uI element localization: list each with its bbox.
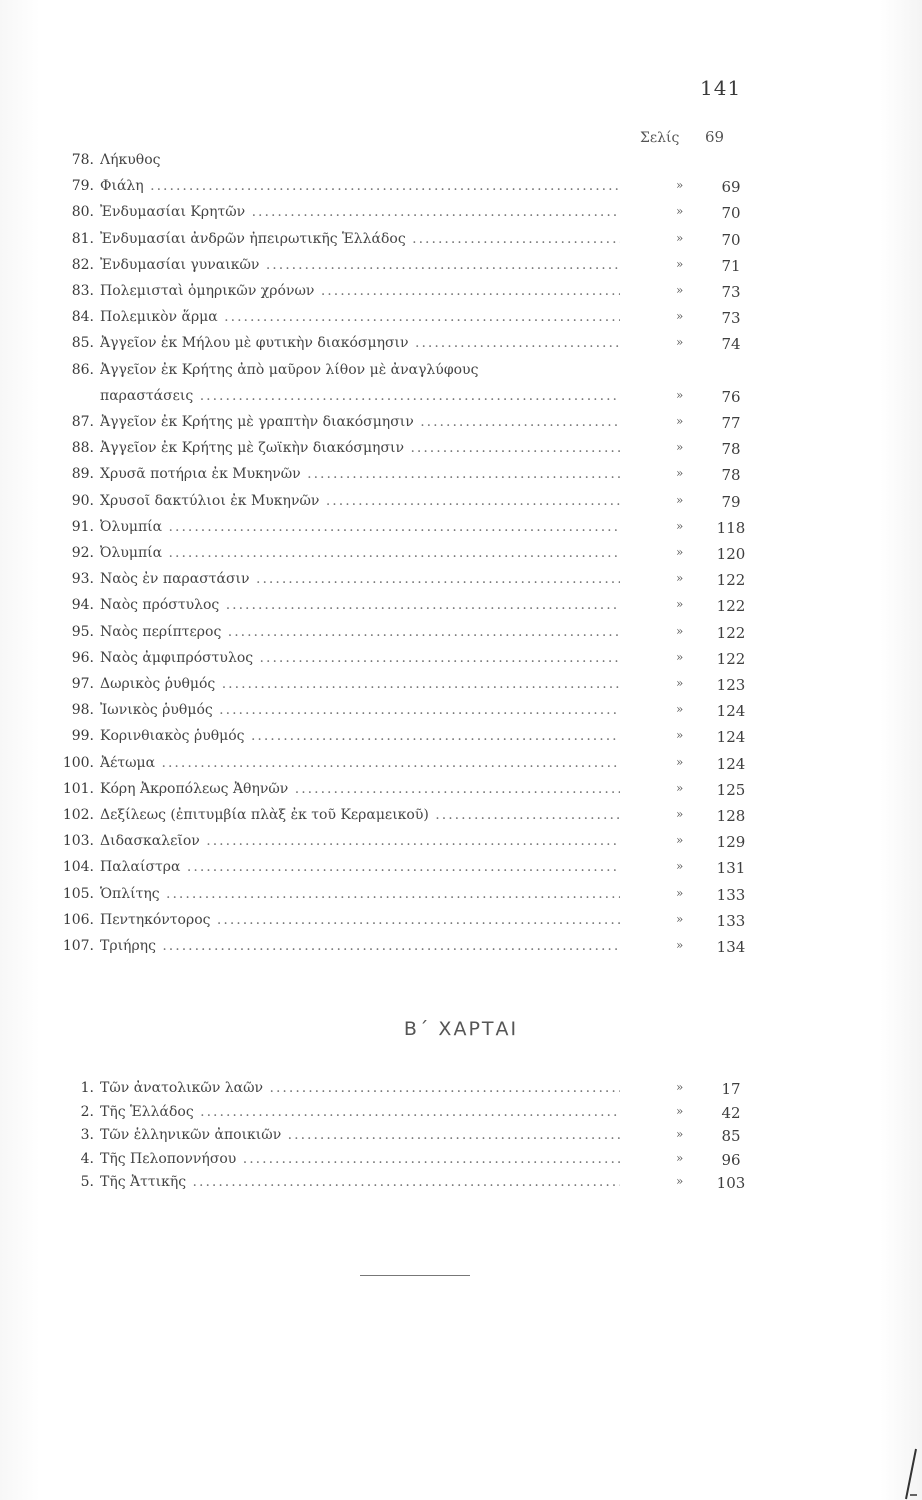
figure-entry-title: Πεντηκόντορος ..... [100,912,620,928]
closing-rule [360,1275,470,1276]
figure-entry-ditto-mark: » [676,649,684,664]
figure-entry-number: 96. [71,649,94,666]
figure-entry-page: 77 [721,414,741,432]
figure-entry-number: 83. [71,283,94,299]
figure-entry-number: 90. [71,492,94,509]
figure-entry-ditto-mark: » [676,387,684,402]
figure-entry-ditto-mark: » [676,885,684,900]
figure-entry-page: 134 [716,938,746,956]
map-entry-page: 42 [721,1103,741,1122]
figure-entry-page: 120 [716,545,746,563]
figure-entry-number: 93. [71,571,94,588]
figure-entry-title: Πολεμικὸν ἅρμα ..... [100,309,620,325]
figure-entry-page: 122 [716,597,746,616]
figure-entry [0,597,922,621]
figure-entry-title: Ναὸς ἐν παραστάσιν ..... [100,571,620,587]
figure-entry-title: Ἰωνικὸς ῥυθμός ..... [100,702,620,718]
figure-entry-ditto-mark: » [676,938,684,952]
figure-entry-page: 122 [716,571,746,590]
figure-entry-ditto-mark: » [676,492,684,507]
corner-mark [904,1445,918,1500]
column-heading: Σελίς [640,130,680,146]
figure-entry-page: 70 [721,230,741,249]
figure-entry-ditto-mark: » [676,204,684,219]
figure-entry-number: 92. [71,545,94,561]
figure-entry [0,414,922,438]
figure-entry-number: 102. [62,807,94,823]
map-entry-ditto-mark: » [676,1127,684,1141]
figure-entry [0,833,922,857]
figure-entry-ditto-mark: » [676,780,684,795]
figure-entry-title: Ἀγγεῖον ἐκ Κρήτης μὲ γραπτὴν διακόσμησιν ..... [100,414,620,430]
column-heading-page: 69 [705,128,725,146]
map-entry-page: 103 [716,1174,746,1192]
figure-entry-ditto-mark: » [676,230,684,245]
map-entry-number: 1. [80,1080,94,1096]
figure-entry-page: 79 [721,492,741,511]
figure-entry-page: 122 [716,649,746,668]
figure-entry [0,178,922,202]
figure-entry-number: 99. [71,728,94,745]
figure-entry-number: 106. [62,911,94,928]
figure-entry-title: Ἀγγεῖον ἐκ Κρήτης μὲ ζωϊκὴν διακόσμησιν ..... [100,440,620,456]
figure-entry-title: Λήκυθος [100,152,161,168]
figure-entry-page: 78 [721,466,741,485]
figure-entry-title: Δεξίλεως (ἐπιτυμβία πλὰξ ἐκ τοῦ Κεραμεικοῦ) ..... [100,807,620,823]
map-entry-ditto-mark: » [676,1150,684,1165]
figure-entry-page: 124 [716,728,746,747]
figure-entry-number: 101. [62,780,94,797]
figure-entry-ditto-mark: » [676,440,684,455]
figure-entry-title: Κορινθιακὸς ῥυθμός ..... [100,728,620,744]
figure-entry-number: 84. [71,309,94,326]
figure-entry-title: Ἀέτωμα ..... [100,755,620,771]
page-number: 141 [700,76,742,100]
figure-entry-ditto-mark: » [676,335,684,350]
figure-entry [0,728,922,752]
figure-entry [0,440,922,464]
map-entry-ditto-mark: » [676,1174,684,1188]
map-entry-title: Τῆς Πελοποννήσου ..... [100,1151,620,1167]
figure-entry-number: 105. [62,885,94,902]
map-entry-number: 4. [80,1150,94,1167]
figure-entry-page: 123 [716,676,746,694]
figure-entry-ditto-mark: » [676,911,684,926]
figure-entry-page: 73 [721,309,741,328]
map-entry [0,1080,922,1104]
figure-entry-title: Φιάλη ..... [100,178,620,194]
figure-entry [0,781,922,805]
figure-entry-title: Ὀλυμπία ..... [100,519,620,535]
figure-entry [0,676,922,700]
figure-entry [0,362,922,386]
map-entry-title: Τῆς Ἑλλάδος ..... [100,1104,620,1120]
figure-entry-ditto-mark: » [676,545,684,559]
figure-entry-number: 97. [71,676,94,692]
figure-entry-ditto-mark: » [676,807,684,821]
map-entry-page: 17 [721,1080,741,1098]
figure-entry-ditto-mark: » [676,466,684,481]
figure-entry-number: 86. [71,361,94,378]
map-entry-ditto-mark: » [676,1103,684,1118]
figure-entry-number: 88. [71,440,94,457]
map-entry [0,1104,922,1128]
figure-entry-number: 87. [71,414,94,430]
figure-entry-title: Χρυσοῖ δακτύλιοι ἐκ Μυκηνῶν ..... [100,493,620,509]
figure-entry [0,257,922,281]
figure-entry [0,886,922,910]
figure-entry-number: 98. [71,702,94,719]
figure-entry-ditto-mark: » [676,833,684,848]
figure-entry-ditto-mark: » [676,309,684,324]
figure-entry [0,388,922,412]
figure-entry-page: 124 [716,754,746,773]
figure-entry-number: 94. [71,597,94,614]
figure-entry-title: Ὀλυμπία ..... [100,545,620,561]
figure-entry-title: Κόρη Ἀκροπόλεως Ἀθηνῶν ..... [100,781,620,797]
figure-entry-title: Ἐνδυμασίαι Κρητῶν ..... [100,204,620,220]
figure-entry-title: Διδασκαλεῖον ..... [100,833,620,849]
figure-entry-title: παραστάσεις ..... [100,388,620,404]
figure-entry [0,702,922,726]
figure-entry [0,152,922,176]
figure-entry-number: 78. [71,152,94,168]
figure-entry-number: 81. [71,230,94,247]
figure-entry-page: 70 [721,204,741,223]
figure-entry-number: 91. [71,518,94,535]
figure-entry-number: 79. [71,178,94,195]
map-entry-ditto-mark: » [676,1080,684,1094]
map-entry-number: 5. [80,1174,94,1190]
figure-entry-title: Ναὸς πρόστυλος ..... [100,597,620,613]
figure-entry-title: Ναὸς περίπτερος ..... [100,624,620,640]
figure-entry-ditto-mark: » [676,518,684,533]
figure-entry [0,519,922,543]
figure-entry-ditto-mark: » [676,571,684,586]
figure-entry-page: 131 [716,859,746,878]
figure-entry-ditto-mark: » [676,597,684,612]
figure-entry-page: 74 [721,335,741,354]
figure-entry-ditto-mark: » [676,256,684,271]
figure-entry-page: 125 [716,780,746,799]
figure-entry-ditto-mark: » [676,283,684,297]
figure-entry-page: 133 [716,885,746,904]
figure-entry [0,231,922,255]
figure-entry-number: 80. [71,204,94,221]
figure-entry-title: Ἐνδυμασίαι ἀνδρῶν ἠπειρωτικῆς Ἑλλάδος ..... [100,231,620,247]
figure-entry-ditto-mark: » [676,178,684,193]
figure-entry-ditto-mark: » [676,728,684,743]
figure-entry-page: 73 [721,283,741,301]
figure-entry-title: Ὁπλίτης ..... [100,886,620,902]
figure-entry-ditto-mark: » [676,623,684,638]
figure-entry-title: Παλαίστρα ..... [100,859,620,875]
figure-entry [0,624,922,648]
map-entry [0,1151,922,1175]
figure-entry [0,309,922,333]
figure-entry-ditto-mark: » [676,754,684,769]
figure-entry [0,938,922,962]
figure-entry [0,545,922,569]
figure-entry-page: 124 [716,702,746,721]
map-entry [0,1127,922,1151]
figure-entry-page: 128 [716,807,746,825]
figure-entry-ditto-mark: » [676,676,684,690]
maps-heading: Β΄ ΧΑΡΤΑΙ [403,1018,519,1040]
figure-entry [0,493,922,517]
figure-entry-title: Πολεμισταὶ ὁμηρικῶν χρόνων ..... [100,283,620,299]
figure-entry-number: 100. [62,754,94,771]
figure-entry-title: Ἐνδυμασίαι γυναικῶν ..... [100,257,620,273]
figure-entry-page: 69 [721,178,741,197]
figure-entry [0,283,922,307]
map-entry-page: 85 [721,1127,741,1145]
figure-entry-ditto-mark: » [676,702,684,717]
figure-entry [0,466,922,490]
figure-entry [0,335,922,359]
figure-entry-page: 78 [721,440,741,459]
figure-entry [0,859,922,883]
figure-entry-number: 103. [62,833,94,850]
figure-entry-title: Ἀγγεῖον ἐκ Μήλου μὲ φυτικὴν διακόσμησιν ..... [100,335,620,351]
figure-entry [0,571,922,595]
map-entry-number: 2. [80,1103,94,1120]
figure-entry-page: 122 [716,623,746,642]
map-entry-title: Τῶν ἀνατολικῶν λαῶν ..... [100,1080,620,1096]
map-entry-title: Τῆς Ἀττικῆς ..... [100,1174,620,1190]
figure-entry-number: 85. [71,335,94,352]
figure-entry [0,650,922,674]
figure-entry-title: Ἀγγεῖον ἐκ Κρήτης ἀπὸ μαῦρον λίθον μὲ ἀναγλύφους [100,361,479,378]
figure-entry-number: 89. [71,466,94,483]
figure-entry-title: Δωρικὸς ῥυθμός ..... [100,676,620,692]
figure-entry-title: Ναὸς ἀμφιπρόστυλος ..... [100,650,620,666]
figure-entry-title: Τριήρης ..... [100,938,620,954]
map-entry-page: 96 [721,1150,741,1169]
figure-entry-ditto-mark: » [676,414,684,428]
map-entry-number: 3. [80,1127,94,1143]
figure-entry-number: 82. [71,256,94,273]
figure-entry [0,755,922,779]
figure-entry [0,204,922,228]
figure-entry-number: 95. [71,623,94,640]
figure-entry-page: 71 [721,256,741,275]
figure-entry [0,912,922,936]
figure-entry-page: 118 [716,518,746,537]
figure-entry-page: 76 [721,387,741,406]
figure-entry-page: 129 [716,833,746,852]
map-entry-title: Τῶν ἑλληνικῶν ἀποικιῶν ..... [100,1127,620,1143]
map-entry [0,1174,922,1198]
figure-entry-ditto-mark: » [676,859,684,874]
figure-entry-number: 107. [62,938,94,954]
figure-entry [0,807,922,831]
figure-entry-page: 133 [716,911,746,930]
figure-entry-title: Χρυσᾶ ποτήρια ἐκ Μυκηνῶν ..... [100,466,620,482]
figure-entry-number: 104. [62,859,94,876]
